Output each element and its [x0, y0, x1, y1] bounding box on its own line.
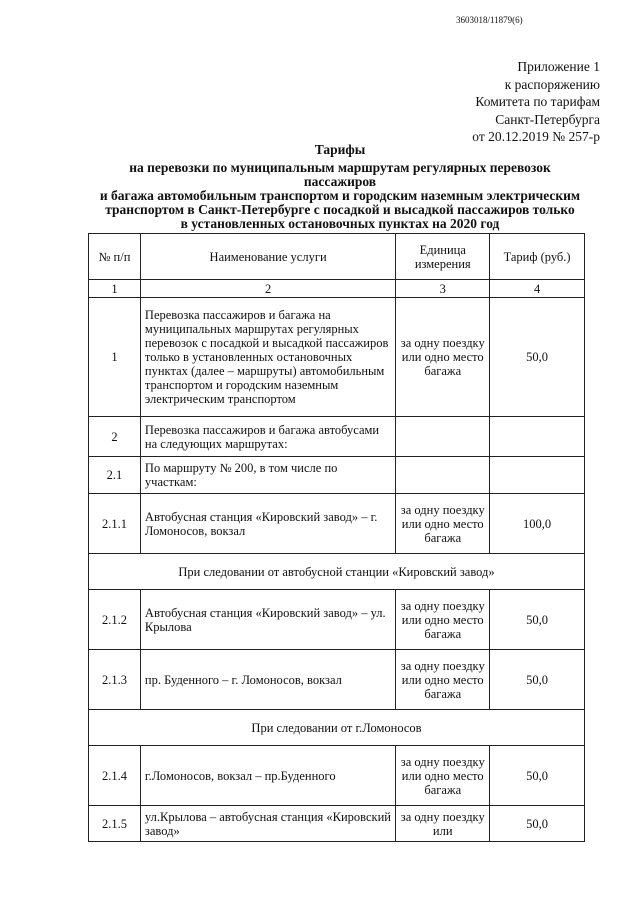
- table-row: [89, 298, 585, 417]
- row-unit: [396, 417, 490, 457]
- row-tariff: 50,0: [490, 746, 585, 806]
- title-line: и багажа автомобильным транспортом и городским наземным электрическим: [99, 188, 581, 203]
- header-unit: Единица измерения: [396, 234, 490, 280]
- row-num: 2: [89, 417, 141, 457]
- row-num: 2.1.2: [89, 590, 141, 650]
- row-unit: за одну поездку или одно место багажа: [396, 590, 490, 650]
- row-num: 2.1: [89, 457, 141, 494]
- row-name: Перевозка пассажиров и багажа на муниципальных маршрутах регулярных перевозок с посадкой и высадкой пассажиров только в установленных остановочных пунктах (далее – маршруты) автомобильным транспортом и городским наземным электрическим транспортом: [140, 298, 395, 417]
- row-name: ул.Крылова – автобусная станция «Кировский завод»: [140, 806, 395, 842]
- appendix-header: [472, 58, 600, 146]
- column-numbers-row: [89, 280, 585, 298]
- row-tariff: [490, 417, 585, 457]
- col-number: 1: [89, 280, 141, 298]
- table-row: [89, 457, 585, 494]
- appendix-line: Санкт-Петербурга: [495, 111, 600, 127]
- row-unit: за одну поездку или одно место багажа: [396, 650, 490, 710]
- row-num: 2.1.4: [89, 746, 141, 806]
- title-line: на перевозки по муниципальным маршрутам регулярных перевозок пассажиров: [129, 160, 551, 189]
- row-tariff: 50,0: [490, 590, 585, 650]
- table-row: [89, 590, 585, 650]
- table-row: [89, 746, 585, 806]
- header-tariff: Тариф (руб.): [490, 234, 585, 280]
- row-num: 2.1.5: [89, 806, 141, 842]
- document-title: [95, 143, 585, 231]
- col-number: 3: [396, 280, 490, 298]
- row-tariff: 50,0: [490, 298, 585, 417]
- row-tariff: 100,0: [490, 494, 585, 554]
- appendix-line: от 20.12.2019 № 257-р: [472, 129, 600, 144]
- section-row: [89, 554, 585, 590]
- section-label: При следовании от автобусной станции «Кировский завод»: [89, 554, 585, 590]
- row-tariff: 50,0: [490, 650, 585, 710]
- col-number: 2: [140, 280, 395, 298]
- appendix-line: Приложение 1: [517, 59, 600, 74]
- row-name: Автобусная станция «Кировский завод» – ул. Крылова: [140, 590, 395, 650]
- row-name: пр. Буденного – г. Ломоносов, вокзал: [140, 650, 395, 710]
- row-num: 2.1.1: [89, 494, 141, 554]
- title-heading: Тарифы: [314, 142, 366, 157]
- row-unit: за одну поездку или: [396, 806, 490, 842]
- row-unit: за одну поездку или одно место багажа: [396, 494, 490, 554]
- table-row: [89, 650, 585, 710]
- appendix-line: к распоряжению: [504, 76, 600, 92]
- row-unit: за одну поездку или одно место багажа: [396, 298, 490, 417]
- header-num: № п/п: [89, 234, 141, 280]
- row-name: Перевозка пассажиров и багажа автобусами на следующих маршрутах:: [140, 417, 395, 457]
- document-number: 3603018/11879(6): [456, 15, 523, 25]
- header-name: Наименование услуги: [140, 234, 395, 280]
- row-num: 2.1.3: [89, 650, 141, 710]
- row-num: 1: [89, 298, 141, 417]
- row-name: Автобусная станция «Кировский завод» – г. Ломоносов, вокзал: [140, 494, 395, 554]
- col-number: 4: [490, 280, 585, 298]
- title-line: в установленных остановочных пунктах на 2020 год: [180, 216, 500, 231]
- row-name: По маршруту № 200, в том числе по участкам:: [140, 457, 395, 494]
- row-tariff: [490, 457, 585, 494]
- section-label: При следовании от г.Ломоносов: [89, 710, 585, 746]
- appendix-line: Комитета по тарифам: [475, 94, 600, 109]
- table-row: [89, 806, 585, 842]
- header-row: [89, 234, 585, 280]
- table-row: [89, 417, 585, 457]
- section-row: [89, 710, 585, 746]
- row-name: г.Ломоносов, вокзал – пр.Буденного: [140, 746, 395, 806]
- row-tariff: 50,0: [490, 806, 585, 842]
- tariffs-table: [88, 233, 585, 842]
- table-row: [89, 494, 585, 554]
- row-unit: за одну поездку или одно место багажа: [396, 746, 490, 806]
- row-unit: [396, 457, 490, 494]
- title-line: транспортом в Санкт-Петербурге с посадкой и высадкой пассажиров только: [105, 202, 575, 217]
